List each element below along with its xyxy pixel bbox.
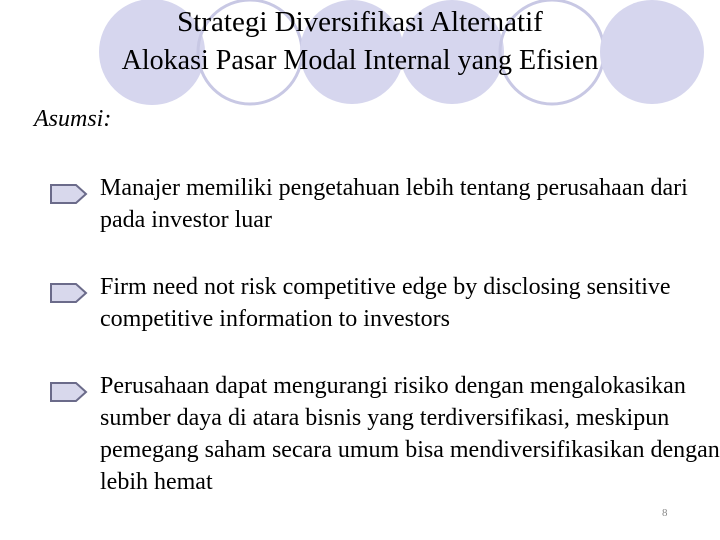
bullet-text: Manajer memiliki pengetahuan lebih tentang perusahaan dari pada investor luar — [100, 175, 688, 233]
arrow-bullet-icon — [48, 374, 90, 404]
slide-title: Strategi Diversifikasi Alternatif — [177, 6, 543, 38]
bullet-text: Perusahaan dapat mengurangi risiko dengan mengalokasikan sumber daya di atara bisnis yang terdiversifikasi, meskipun pemegang saham secara umum bisa mendiversifikasikan dengan lebih hemat — [100, 373, 720, 495]
arrow-bullet-icon — [48, 275, 90, 305]
arrow-bullet-icon — [48, 176, 90, 206]
bullet-text: Firm need not risk competitive edge by disclosing sensitive competitive information to investors — [100, 274, 671, 332]
slide-subtitle: Alokasi Pasar Modal Internal yang Efisien — [121, 45, 599, 76]
slide-number: 8 — [662, 507, 668, 519]
assumption-label: Asumsi: — [34, 106, 112, 132]
